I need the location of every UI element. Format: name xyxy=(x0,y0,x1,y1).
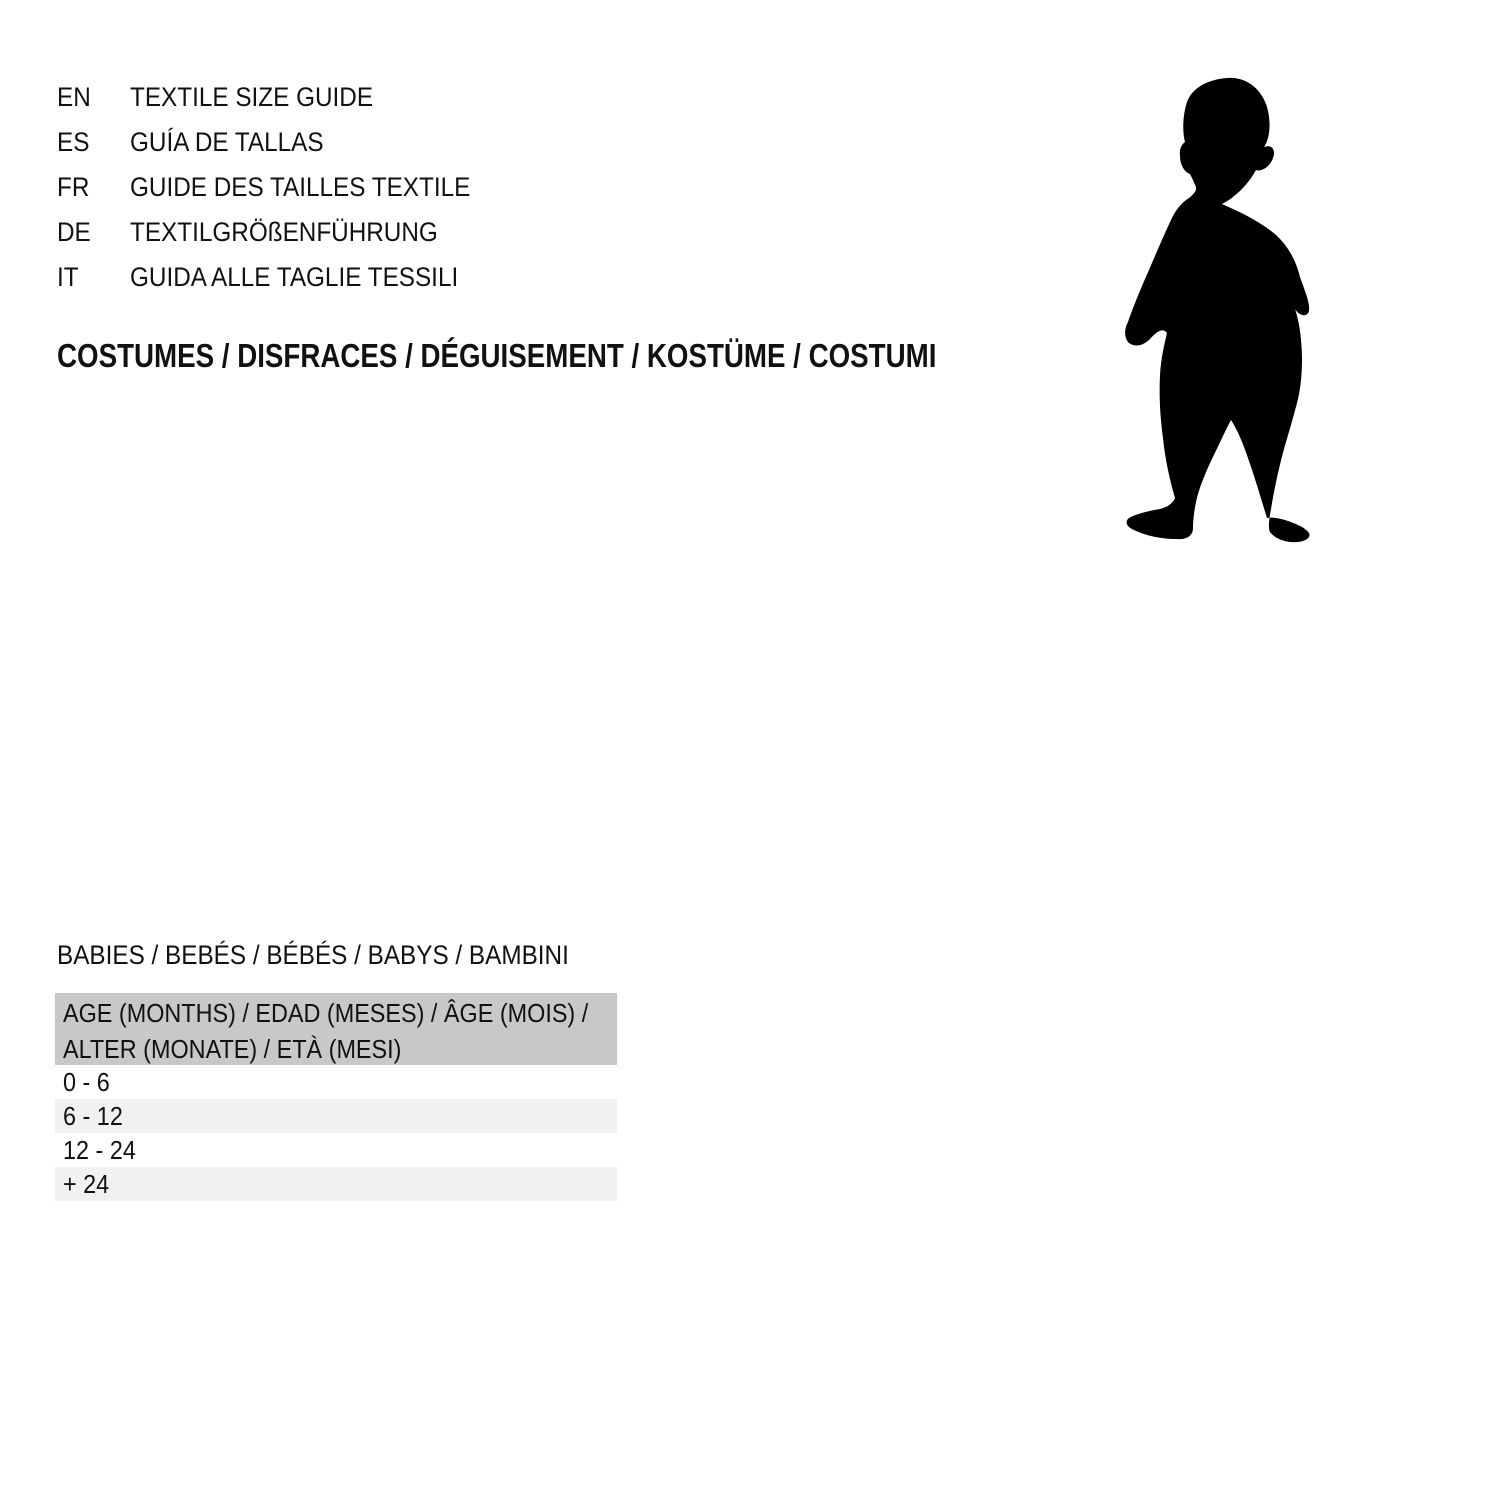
language-code: DE xyxy=(57,217,91,247)
language-row xyxy=(57,120,345,165)
language-code: FR xyxy=(57,172,90,202)
language-row xyxy=(57,210,472,255)
category-title: COSTUMES / DISFRACES / DÉGUISEMENT / KOSTÜME / COSTUMI xyxy=(57,337,937,374)
language-row xyxy=(57,255,495,300)
table-row: + 24 xyxy=(55,1167,617,1201)
language-row xyxy=(57,165,508,210)
section-title-babies: BABIES / BEBÉS / BÉBÉS / BABYS / BAMBINI xyxy=(57,940,569,970)
table-row: 6 - 12 xyxy=(55,1099,617,1133)
language-title: GUIDA ALLE TAGLIE TESSILI xyxy=(130,262,459,292)
language-title: TEXTILE SIZE GUIDE xyxy=(130,82,374,112)
language-title: GUÍA DE TALLAS xyxy=(130,127,324,157)
language-title: TEXTILGRÖßENFÜHRUNG xyxy=(130,217,438,247)
language-code: EN xyxy=(57,82,91,112)
language-code: ES xyxy=(57,127,90,157)
age-table-header-line2: ALTER (MONATE) / ETÀ (MESI) xyxy=(63,1034,402,1064)
language-code: IT xyxy=(57,262,79,292)
language-row xyxy=(57,75,400,120)
table-row: 0 - 6 xyxy=(55,1065,617,1099)
age-table-header xyxy=(55,993,617,1066)
table-row: 12 - 24 xyxy=(55,1133,617,1167)
language-title: GUIDE DES TAILLES TEXTILE xyxy=(130,172,471,202)
baby-silhouette-icon xyxy=(1080,50,1420,570)
age-table-header-line1: AGE (MONTHS) / EDAD (MESES) / ÂGE (MOIS) / xyxy=(63,998,589,1028)
